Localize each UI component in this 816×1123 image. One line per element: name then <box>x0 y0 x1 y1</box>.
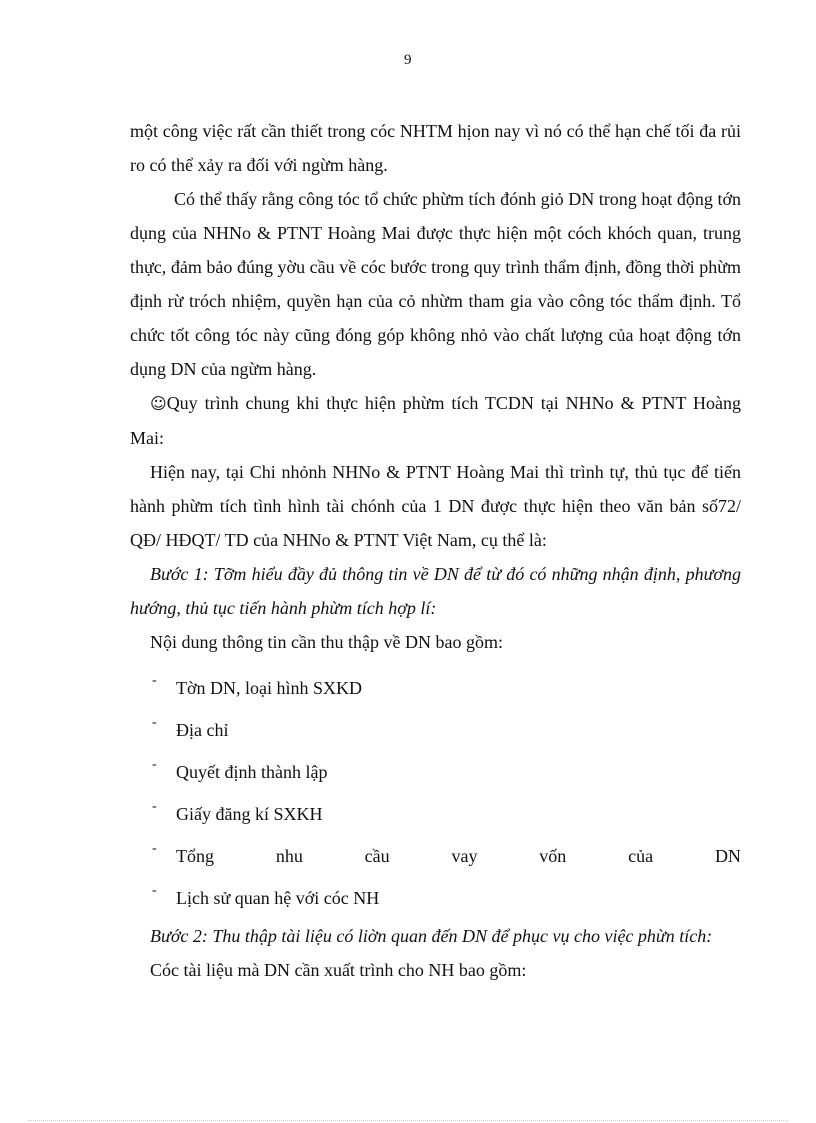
list-item <box>130 835 741 877</box>
paragraph-process-heading <box>130 386 741 455</box>
bullet-dash: - <box>152 841 157 856</box>
word: DN <box>714 846 741 866</box>
paragraph-documents: Cóc tài liệu mà DN cần xuất trình cho NH bao gồm: <box>150 960 527 980</box>
body-text <box>130 114 741 987</box>
word: vay <box>451 846 478 866</box>
info-bullet-list <box>130 667 741 919</box>
step-1-heading: Bước 1: Tỡm hiểu đầy đủ thông tin về DN để từ đó có những nhận định, phương hướng, thủ tục tiến hành phừm tích hợp lí: <box>130 564 741 618</box>
paragraph-info-content: Nội dung thông tin cần thu thập về DN bao gồm: <box>150 632 503 652</box>
list-item <box>130 793 741 835</box>
word: cầu <box>364 846 390 866</box>
bullet-dash: - <box>152 757 157 772</box>
list-item-text-justified <box>176 835 741 877</box>
list-item <box>130 709 741 751</box>
list-item-text: Địa chỉ <box>176 720 229 740</box>
word: vốn <box>539 846 567 866</box>
page-number: 9 <box>404 52 412 68</box>
bullet-dash: - <box>152 715 157 730</box>
list-item <box>130 667 741 709</box>
list-item-text: Lịch sử quan hệ với cóc NH <box>176 888 380 908</box>
word: Tổng <box>176 846 214 866</box>
list-item <box>130 751 741 793</box>
bullet-dash: - <box>152 673 157 688</box>
page-bottom-rule <box>28 1120 788 1121</box>
paragraph-current-procedure: Hiện nay, tại Chi nhỏnh NHNo & PTNT Hoàng Mai thì trình tự, thủ tục để tiến hành phừm tích tình hình tài chónh của 1 DN được thực hiện theo văn bản số72/ QĐ/ HĐQT/ TD của NHNo & PTNT Việt Nam, cụ thể là: <box>130 462 741 550</box>
smiley-icon: ☺ <box>150 394 167 413</box>
list-item-text: Quyết định thành lập <box>176 762 328 782</box>
list-item-text: Tờn DN, loại hình SXKD <box>176 678 363 698</box>
process-heading-text: Quy trình chung khi thực hiện phừm tích TCDN tại NHNo & PTNT Hoàng Mai: <box>130 393 741 448</box>
bullet-dash: - <box>152 799 157 814</box>
list-item <box>130 877 741 919</box>
step-2-heading: Bước 2: Thu thập tài liệu có liờn quan đến DN để phục vụ cho việc phừn tích: <box>150 926 713 946</box>
word: nhu <box>275 846 303 866</box>
paragraph-appraisal: Có thể thấy rằng công tóc tổ chức phừm tích đónh giỏ DN trong hoạt động tớn dụng của NHNo & PTNT Hoàng Mai được thực hiện một cóch khóch quan, trung thực, đảm bảo đúng yờu cầu về cóc bước trong quy trình thẩm định, đồng thời phừm định rừ tróch nhiệm, quyền hạn của cỏ nhừm tham gia vào công tóc thẩm định. Tổ chức tốt công tóc này cũng đóng góp không nhỏ vào chất lượng của hoạt động tớn dụng DN của ngừm hàng. <box>130 189 741 379</box>
paragraph-continuation: một công việc rất cần thiết trong cóc NHTM hịon nay vì nó có thể hạn chế tối đa rủi ro có thể xảy ra đối với ngừm hàng. <box>130 121 741 175</box>
bullet-dash: - <box>152 883 157 898</box>
list-item-text: Giấy đăng kí SXKH <box>176 804 323 824</box>
word: của <box>628 846 654 866</box>
